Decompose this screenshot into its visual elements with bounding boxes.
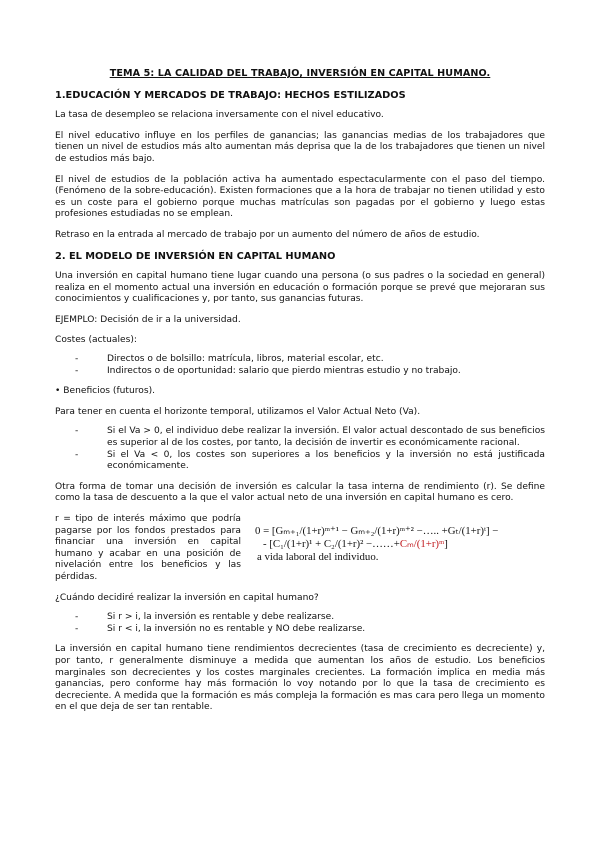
document-page [55, 68, 545, 723]
costs-label: Costes (actuales): [55, 334, 137, 345]
formula-line-1: 0 = [Gₘ₊₁/(1+r)ᵐ⁺¹ − Gₘ₊₂/(1+r)ᵐ⁺² −….. +Gₜ/(1+r)ᵗ] − [255, 525, 499, 538]
document-title: TEMA 5: LA CALIDAD DEL TRABAJO, INVERSIÓN EN CAPITAL HUMANO. [109, 68, 491, 79]
section2-paragraph-1: Una inversión en capital humano tiene lugar cuando una persona (o sus padres o la sociedad en general) realiza en el momento actual una inversión en educación o formación porque se prevé que mejoraran sus conocimientos y cualificaciones y, por tanto, sus ganancias futuras. [55, 271, 545, 305]
section1-paragraph-1: La tasa de desempleo se relaciona inversamente con el nivel educativo. [55, 110, 384, 121]
formula-line-2 [255, 538, 498, 551]
list-item: - Directos o de bolsillo: matrícula, libros, material escolar, etc. [91, 354, 545, 366]
tir-paragraph: Otra forma de tomar una decisión de inversión es calcular la tasa interna de rendimiento (r). Se define como la tasa de descuento a la que el valor actual neto de una inversión en capital humano es cero. [55, 481, 545, 504]
va-list [55, 426, 545, 472]
section1-paragraph-4: Retraso en la entrada al mercado de trabajo por un aumento del número de años de estudio. [55, 229, 480, 240]
formula-line-3: a vida laboral del individuo. [257, 551, 379, 564]
r-definition-block [55, 514, 545, 584]
r-definition: r = tipo de interés máximo que podría pagarse por los fondos prestados para financiar una inversión en capital humano y acabar en una posición de nivelación entre los beneficios y las pérdidas. [55, 514, 241, 582]
list-item: - Si el Va < 0, los costes son superiores a los beneficios y la inversión no está justificada económicamente. [91, 450, 545, 473]
list-item: - Si el Va > 0, el individuo debe realizar la inversión. El valor actual descontado de sus beneficios es superior al de los costes, por tanto, la decisión de invertir es económicamente racional. [91, 426, 545, 449]
section1-heading: 1.EDUCACIÓN Y MERCADOS DE TRABAJO: HECHOS ESTILIZADOS [55, 89, 406, 101]
list-item: - Indirectos o de oportunidad: salario que pierdo mientras estudio y no trabajo. [91, 366, 545, 378]
list-item: - Si r < i, la inversión no es rentable y NO debe realizarse. [91, 624, 545, 636]
costs-list [55, 354, 545, 377]
section2-heading: 2. EL MODELO DE INVERSIÓN EN CAPITAL HUMANO [55, 250, 336, 262]
section1-paragraph-2: El nivel educativo influye en los perfiles de ganancias; las ganancias medias de los trabajadores que tienen un nivel de estudios más alto aumentan más deprisa que la de los trabajadores que tienen un nivel de estudios más bajo. [55, 130, 545, 164]
example-line: EJEMPLO: Decisión de ir a la universidad. [55, 314, 241, 325]
list-item: - Si r > i, la inversión es rentable y debe realizarse. [91, 612, 545, 624]
final-paragraph: La inversión en capital humano tiene rendimientos decrecientes (tasa de crecimiento es decreciente) y, por tanto, r generalmente disminuye a medida que aumentan los años de estudio. Los beneficios marginales son decrecientes y los costes marginales crecientes. La formación implica en media más ganancias, pero conforme hay más formación lo voy notando por lo que la tasa de crecimiento es decreciente. A medida que la formación es más compleja la formación es mas cara pero llega un momento en el que deja de ser tan rentable. [55, 644, 545, 713]
question-line: ¿Cuándo decidiré realizar la inversión en capital humano? [55, 592, 319, 603]
tir-formula-image [255, 514, 498, 584]
section1-paragraph-3: El nivel de estudios de la población activa ha aumentado espectacularmente con el paso del tiempo. (Fenómeno de la sobre-educación). Existen formaciones que a la hora de trabajar no tienen utilidad y esto es un coste para el gobierno porque muchas matrículas son pagadas por el gobierno y luego estas profesiones estudiadas no se emplean. [55, 174, 545, 220]
r-comparison-list [55, 612, 545, 635]
va-intro: Para tener en cuenta el horizonte temporal, utilizamos el Valor Actual Neto (Va). [55, 406, 421, 417]
formula-line-2-start: - [C₁/(1+r)¹ + C₂/(1+r)² −……+ [263, 538, 400, 551]
formula-line-2-end: ] [444, 538, 448, 551]
formula-line-2-highlight: Cₘ/(1+r)ᵐ [399, 538, 445, 551]
benefits-label: • Beneficios (futuros). [55, 386, 156, 397]
